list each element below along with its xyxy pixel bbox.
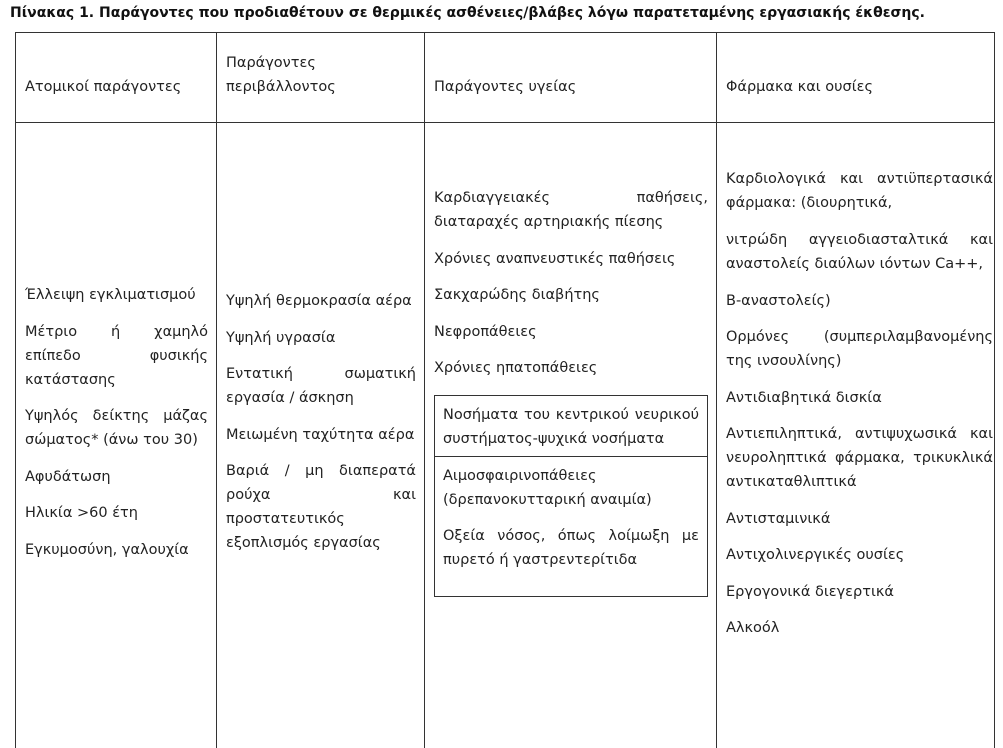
list-item: Αντισταμινικά [726,510,831,527]
list-item: Ηλικία >60 έτη [25,505,138,521]
list-item: Αντιεπιληπτικά, αντιψυχωσικά και νευροληπτικά φάρμακα, τρικυκλικά αντικαταθλιπτικά [726,426,993,490]
list-item: Νοσήματα του κεντρικού νευρικού συστήματος-ψυχικά νοσήματα [443,407,699,447]
table-right-border [994,33,995,748]
list-item: Υψηλή υγρασία [226,329,336,346]
list-item: Εργογονικά διεγερτικά [726,583,894,600]
list-item: νιτρώδη αγγειοδιασταλτικά και αναστολείς διαύλων ιόντων Ca++, [726,232,993,272]
list-item: Αφυδάτωση [25,468,111,485]
health-factors-cell [434,186,708,380]
list-item: Β-αναστολείς) [726,292,831,309]
column-divider [216,33,217,748]
health-factors-boxed-group [434,395,708,597]
header-environment-factors: Παράγοντες περιβάλλοντος [226,55,336,95]
table-caption: Πίνακας 1. Παράγοντες που προδιαθέτουν σε θερμικές ασθένειες/βλάβες λόγω παρατεταμένης εργασιακής έκθεσης. [10,5,926,21]
header-row-divider [16,122,995,123]
individual-factors-cell [25,283,208,562]
list-item: Αλκοόλ [726,620,780,636]
header-health-factors: Παράγοντες υγείας [434,79,577,95]
column-divider [716,33,717,748]
list-item: Νεφροπάθειες [434,323,537,340]
list-item: Οξεία νόσος, όπως λοίμωξη με πυρετό ή γαστρεντερίτιδα [443,528,699,568]
header-drugs-substances: Φάρμακα και ουσίες [726,79,873,95]
environment-factors-cell [226,289,416,555]
drugs-substances-cell [726,167,993,640]
list-item: Σακχαρώδης διαβήτης [434,287,600,303]
list-item: Αντιδιαβητικά δισκία [726,389,882,406]
list-item: Βαριά / μη διαπερατά ρούχα και προστατευτικός εξοπλισμός εργασίας [226,463,416,551]
list-item: Εντατική σωματική εργασία / άσκηση [226,366,416,406]
list-item: Καρδιαγγειακές παθήσεις, διαταραχές αρτηριακής πίεσης [434,190,708,230]
list-item: Έλλειψη εγκλιματισμού [25,287,196,303]
list-item: Αντιχολινεργικές ουσίες [726,547,905,563]
list-item: Χρόνιες ηπατοπάθειες [434,360,598,376]
list-item: Χρόνιες αναπνευστικές παθήσεις [434,250,676,267]
list-item: Ορμόνες (συμπεριλαμβανομένης της ινσουλίνης) [726,329,993,369]
list-item: Υψηλός δείκτης μάζας σώματος* (άνω του 30) [25,408,208,448]
list-item: Μειωμένη ταχύτητα αέρα [226,426,415,443]
column-divider [424,33,425,748]
list-item: Υψηλή θερμοκρασία αέρα [226,293,412,309]
risk-factors-table [15,32,995,748]
header-individual-factors: Ατομικοί παράγοντες [25,79,182,95]
list-item: Καρδιολογικά και αντιϋπερτασικά φάρμακα: (διουρητικά, [726,171,993,211]
list-item: Εγκυμοσύνη, γαλουχία [25,541,189,558]
list-item: Μέτριο ή χαμηλό επίπεδο φυσικής κατάστασης [25,323,208,388]
list-item: Αιμοσφαιρινοπάθειες (δρεπανοκυτταρική αναιμία) [443,468,652,508]
